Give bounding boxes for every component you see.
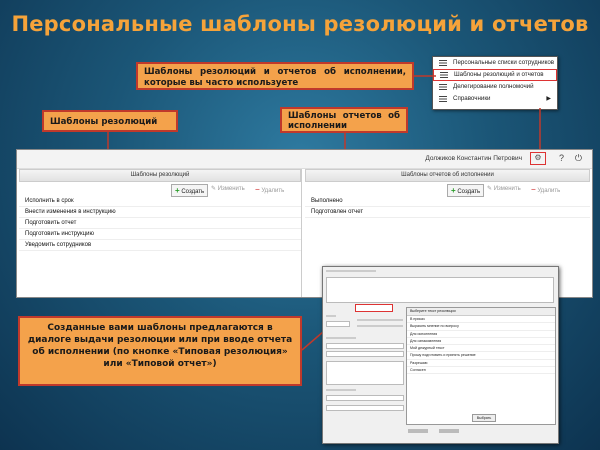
menu-item-directories[interactable] <box>433 93 557 105</box>
list-icon <box>439 60 447 66</box>
menu-item-label: Справочники <box>453 95 491 102</box>
chevron-right-icon: ▶ <box>546 96 551 102</box>
callout-templates-description: Шаблоны резолюций и отчетов об исполнении, которые вы часто используете <box>136 62 414 90</box>
menu-item-label: Шаблоны резолюций и отчетов <box>454 71 544 78</box>
panel-header: Шаблоны резолюций <box>19 169 301 182</box>
settings-menu <box>432 56 558 110</box>
list-item[interactable]: Для ознакомления <box>407 338 555 345</box>
create-button[interactable]: + Создать <box>171 184 208 197</box>
edit-button[interactable]: ✎ Изменить <box>211 186 245 192</box>
window-header <box>17 150 592 169</box>
minus-icon: − <box>531 185 536 194</box>
power-icon[interactable]: ⏻ <box>574 153 582 163</box>
list-item[interactable]: Внести изменения в инструкцию <box>19 207 301 218</box>
resolution-template-list <box>406 307 556 425</box>
list-item[interactable]: Согласен <box>407 367 555 374</box>
edit-button[interactable]: ✎ Изменить <box>487 186 521 192</box>
user-name: Должиков Константин Петрович <box>425 155 522 162</box>
list-header: Выберите текст резолюции <box>407 308 555 316</box>
panel-toolbar <box>19 182 301 196</box>
create-button[interactable]: + Создать <box>447 184 484 197</box>
resolution-dialog <box>322 266 559 444</box>
callout-reports: Шаблоны отчетов об исполнении <box>280 107 408 133</box>
list-item[interactable]: Мой дежурный текст <box>407 345 555 352</box>
panel-toolbar <box>305 182 590 196</box>
callout-usage-note: Созданные вами шаблоны предлагаются в диалоге выдачи резолюции или при вводе отчета об исполнении (по кнопке «Типовая резолюция» или «Типовой отчет») <box>18 316 302 386</box>
menu-item-label: Делегирование полномочий <box>453 83 534 90</box>
text-field[interactable] <box>326 277 554 303</box>
list-item[interactable]: Подготовить отчет <box>19 218 301 229</box>
gear-icon[interactable]: ⚙ <box>530 152 546 165</box>
list-item[interactable]: Выполнено <box>305 196 590 207</box>
list-icon <box>439 84 447 90</box>
menu-item-label: Персональные списки сотрудников <box>453 59 555 66</box>
select-button[interactable]: Выбрать <box>472 414 496 422</box>
list-item[interactable]: Для исполнения <box>407 331 555 338</box>
list-item[interactable]: Прошу подготовить и принять решение <box>407 352 555 359</box>
minus-icon: − <box>255 185 260 194</box>
list-icon <box>440 72 448 78</box>
delete-button[interactable]: − Удалить <box>255 185 285 194</box>
list-item[interactable]: В приказ <box>407 316 555 323</box>
help-icon[interactable]: ? <box>558 153 564 163</box>
menu-item-personal-lists[interactable] <box>433 57 557 69</box>
plus-icon: + <box>175 186 180 195</box>
list-icon <box>439 96 447 102</box>
menu-item-delegation[interactable] <box>433 81 557 93</box>
list-item[interactable]: Уведомить сотрудников <box>19 240 301 251</box>
list-item[interactable]: Разрешаю <box>407 360 555 367</box>
plus-icon: + <box>451 186 456 195</box>
list-item[interactable]: Подготовлен отчет <box>305 207 590 218</box>
menu-item-templates[interactable] <box>433 69 557 81</box>
list-item[interactable]: Выразить мнение по вопросу <box>407 323 555 330</box>
panel-header: Шаблоны отчетов об исполнении <box>305 169 590 182</box>
delete-button[interactable]: − Удалить <box>531 185 561 194</box>
resolutions-panel <box>19 169 302 297</box>
list-item[interactable]: Подготовить инструкцию <box>19 229 301 240</box>
callout-resolutions: Шаблоны резолюций <box>42 110 178 132</box>
slide-title: Персональные шаблоны резолюций и отчетов <box>11 12 589 36</box>
list-item[interactable]: Исполнить в срок <box>19 196 301 207</box>
typical-resolution-button[interactable] <box>355 304 393 312</box>
